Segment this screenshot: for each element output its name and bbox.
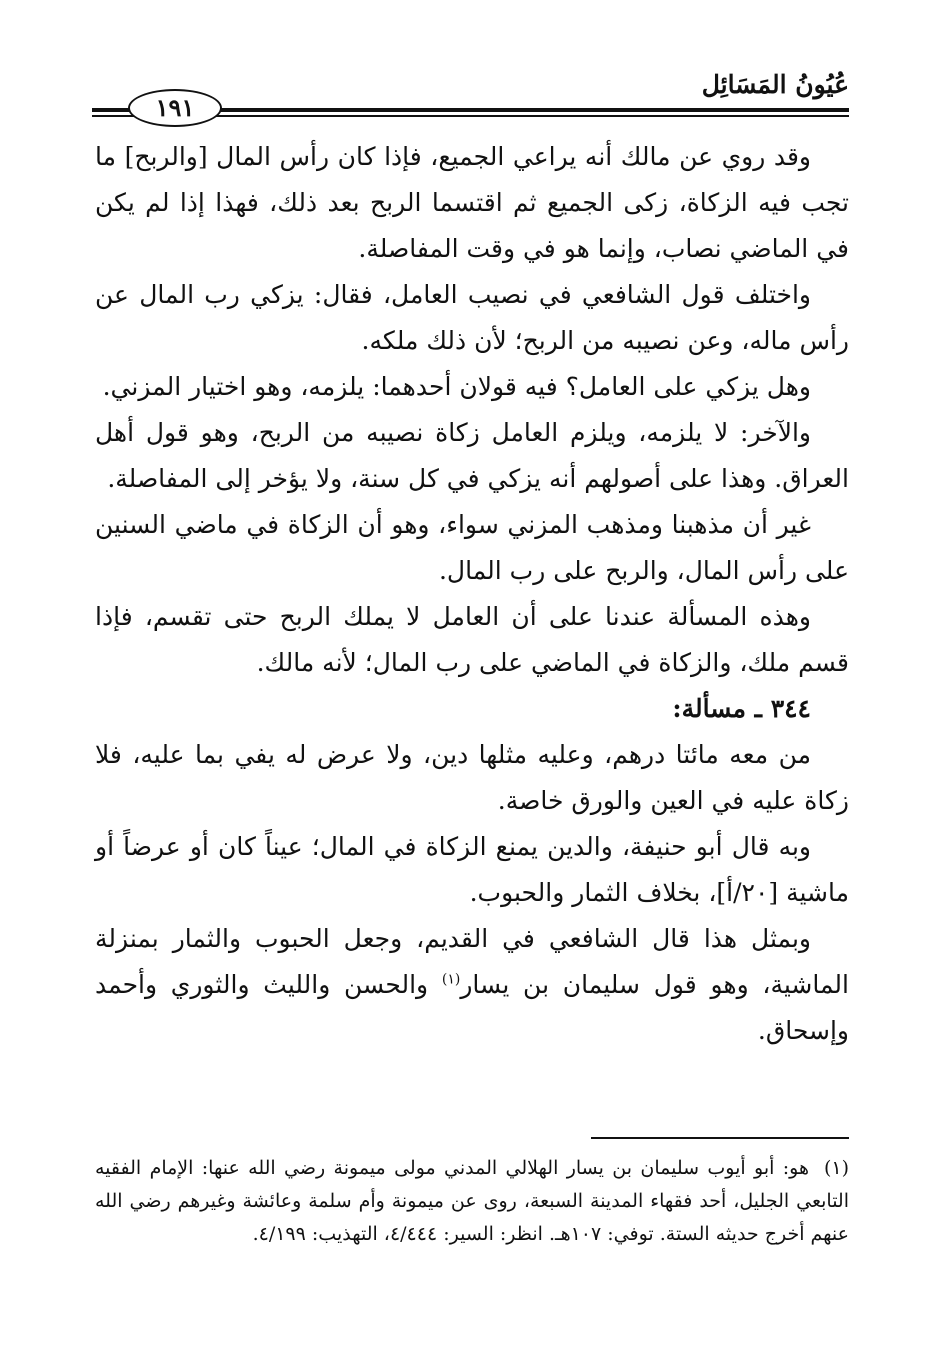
paragraph-4: والآخر: لا يلزمه، ويلزم العامل زكاة نصيبه من الربح، وهو قول أهل العراق. وهذا على أصولهم أنه يزكي في كل سنة، ولا يؤخر إلى المفاصلة. <box>95 418 849 493</box>
footnote-reference[interactable]: (١) <box>441 971 461 988</box>
paragraph-3: وهل يزكي على العامل؟ فيه قولان أحدهما: يلزمه، وهو اختيار المزني. <box>102 372 811 401</box>
section-heading: ٣٤٤ ـ مسألة: <box>672 694 811 723</box>
footnote-marker: (١) <box>823 1157 849 1179</box>
footnote-separator <box>591 1137 849 1139</box>
paragraph-8: وبه قال أبو حنيفة، والدين يمنع الزكاة في المال؛ عيناً كان أو عرضاً أو ماشية [٢٠/أ]، بخلاف الثمار والحبوب. <box>95 832 849 907</box>
paragraph-9 <box>95 916 849 1054</box>
page-number: ١٩١ <box>128 89 222 127</box>
paragraph-7: من معه مائتا درهم، وعليه مثلها دين، ولا عرض له يفي بما عليه، فلا زكاة عليه في العين والورق خاصة. <box>95 740 849 815</box>
paragraph-1: وقد روي عن مالك أنه يراعي الجميع، فإذا كان رأس المال [والربح] ما تجب فيه الزكاة، زكى الجميع ثم اقتسما الربح بعد ذلك، فهذا إذا لم يكن في الماضي نصاب، وإنما هو في وقت المفاصلة. <box>95 142 849 263</box>
paragraph-6: وهذه المسألة عندنا على أن العامل لا يملك الربح حتى تقسم، فإذا قسم ملك، والزكاة في الماضي على رب المال؛ لأنه مالك. <box>95 602 849 677</box>
paragraph-5: غير أن مذهبنا ومذهب المزني سواء، وهو أن الزكاة في ماضي السنين على رأس المال، والربح على رب المال. <box>95 510 849 585</box>
running-title: عُيُونُ المَسَائِل <box>701 70 849 99</box>
paragraph-9-text-a: وبمثل هذا قال الشافعي في القديم، وجعل الحبوب والثمار بمنزلة الماشية، وهو قول سليمان بن يسار <box>95 924 849 999</box>
footnote-text: هو: أبو أيوب سليمان بن يسار الهلالي المدني مولى ميمونة رضي الله عنها: الإمام الفقيه التابعي الجليل، أحد فقهاء المدينة السبعة، روى عن ميمونة وأم سلمة وعائشة وغيرهم رضي الله عنهم أخرج حديثه الستة. توفي: ١٠٧هـ. انظر: السير: ٤/٤٤٤، التهذيب: ٤/١٩٩. <box>95 1157 849 1245</box>
paragraph-9-text-b: والحسن والليث والثوري وأحمد وإسحاق. <box>95 970 849 1045</box>
footnotes <box>95 1152 849 1251</box>
footnote-item <box>95 1152 849 1251</box>
main-text <box>95 134 849 1054</box>
paragraph-2: واختلف قول الشافعي في نصيب العامل، فقال: يزكي رب المال عن رأس ماله، وعن نصيبه من الربح؛ لأن ذلك ملكه. <box>95 280 849 355</box>
